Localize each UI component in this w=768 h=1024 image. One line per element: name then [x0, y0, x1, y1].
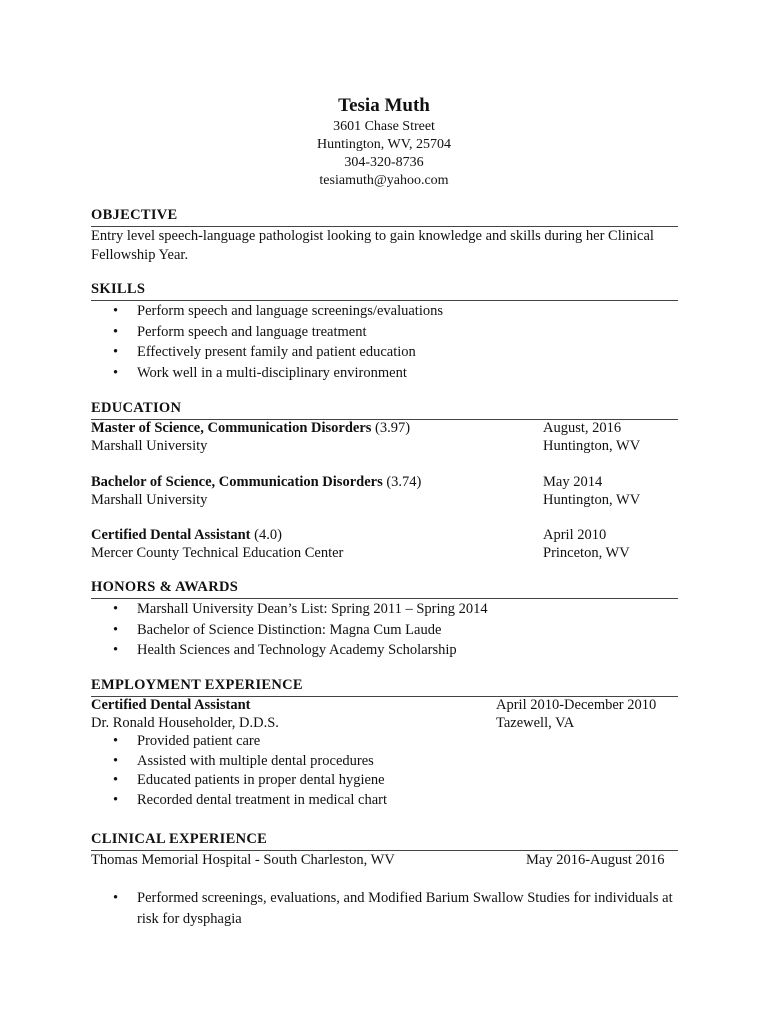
degree-gpa: (4.0) [250, 527, 282, 543]
honors-list-item: • Health Sciences and Technology Academy Scholarship [91, 640, 681, 661]
employment-duty-item: • Assisted with multiple dental procedures [91, 752, 681, 772]
employment-duty-item: • Provided patient care [91, 732, 681, 752]
school-name: Mercer County Technical Education Center [91, 545, 344, 561]
resume-name: Tesia Muth [338, 95, 430, 116]
honors-list-item: • Marshall University Dean’s List: Spring 2011 – Spring 2014 [91, 599, 681, 620]
degree-name: Certified Dental Assistant [91, 527, 251, 543]
degree-gpa: (3.74) [382, 474, 422, 490]
phone-number: 304-320-8736 [344, 155, 424, 170]
education-entry [91, 526, 681, 562]
honors-heading: HONORS & AWARDS [91, 579, 678, 599]
clinical-duties-list [91, 888, 681, 929]
employment-duties-list [91, 732, 681, 810]
employment-duty-item: • Educated patients in proper dental hygiene [91, 771, 681, 791]
skills-list-item: • Work well in a multi-disciplinary environment [91, 363, 681, 384]
email-address: tesiamuth@yahoo.com [319, 173, 449, 188]
clinical-dates: May 2016-August 2016 [526, 852, 665, 868]
skills-list-item: • Effectively present family and patient education [91, 342, 681, 363]
contact-header [0, 94, 768, 190]
employment-heading: EMPLOYMENT EXPERIENCE [91, 677, 678, 697]
job-title: Certified Dental Assistant [91, 697, 251, 713]
degree-date: April 2010 [543, 527, 607, 543]
education-entry [91, 419, 681, 455]
clinical-entry [91, 851, 681, 869]
honors-list [91, 599, 681, 661]
clinical-heading: CLINICAL EXPERIENCE [91, 831, 678, 851]
degree-date: August, 2016 [543, 420, 622, 436]
employer-name: Dr. Ronald Householder, D.D.S. [91, 715, 279, 731]
objective-text: Entry level speech-language pathologist looking to gain knowledge and skills during her Clinical Fellowship Year. [91, 228, 654, 263]
skills-list-item: • Perform speech and language treatment [91, 322, 681, 343]
skills-list-block [91, 301, 681, 383]
school-location: Huntington, WV [543, 438, 641, 454]
honors-list-block [91, 599, 681, 661]
school-name: Marshall University [91, 438, 208, 454]
degree-gpa: (3.97) [371, 420, 411, 436]
job-dates: April 2010-December 2010 [496, 697, 657, 713]
clinical-list-block [91, 888, 681, 929]
employment-entry [91, 696, 681, 810]
school-location: Princeton, WV [543, 545, 630, 561]
degree-name: Bachelor of Science, Communication Disorders [91, 474, 383, 490]
education-heading: EDUCATION [91, 400, 678, 420]
clinical-place: Thomas Memorial Hospital - South Charleston, WV [91, 852, 395, 868]
degree-name: Master of Science, Communication Disorders [91, 420, 372, 436]
city-state-zip: Huntington, WV, 25704 [316, 137, 452, 152]
clinical-duty-item: • Performed screenings, evaluations, and Modified Barium Swallow Studies for individuals at risk for dysphagia [91, 888, 681, 929]
employment-duty-item: • Recorded dental treatment in medical chart [91, 791, 681, 811]
skills-heading: SKILLS [91, 281, 678, 301]
school-name: Marshall University [91, 492, 208, 508]
street-address: 3601 Chase Street [333, 119, 435, 134]
skills-list [91, 301, 681, 383]
honors-list-item: • Bachelor of Science Distinction: Magna Cum Laude [91, 620, 681, 641]
objective-heading: OBJECTIVE [91, 207, 678, 227]
employer-location: Tazewell, VA [496, 715, 575, 731]
education-entry [91, 473, 681, 509]
skills-list-item: • Perform speech and language screenings/evaluations [91, 301, 681, 322]
degree-date: May 2014 [543, 474, 603, 490]
school-location: Huntington, WV [543, 492, 641, 508]
